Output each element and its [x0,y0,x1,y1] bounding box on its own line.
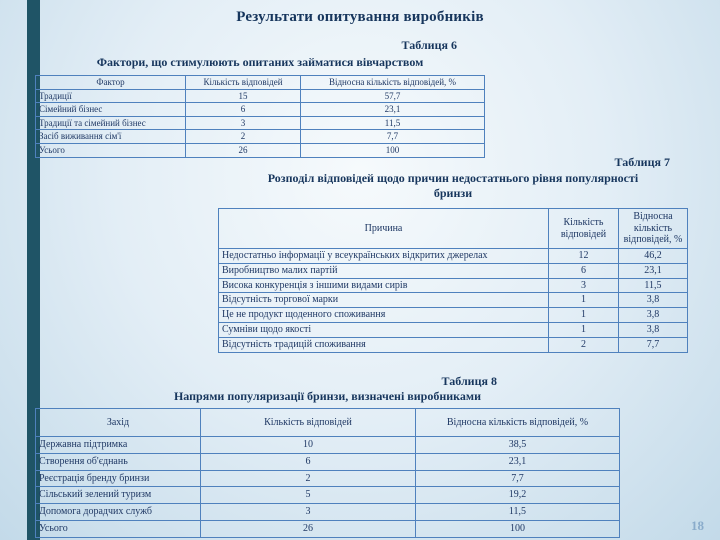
table-row [36,453,620,470]
table-cell: 5 [201,487,416,504]
column-header: Кількість відповідей [549,209,619,249]
column-header: Фактор [36,76,186,90]
table-cell: 1 [549,308,619,323]
table-cell: Засіб виживання сім'ї [36,130,186,144]
table8-caption: Напрями популяризації бринзи, визначені виробниками [173,389,482,403]
table-cell: Державна підтримка [36,437,201,454]
table8-header-row [36,409,620,437]
table-cell: 100 [301,144,485,158]
table-cell: Створення об'єднань [36,453,201,470]
table-cell: 3 [201,504,416,521]
table-cell: 1 [549,293,619,308]
table-cell: 46,2 [619,249,688,264]
table-row [36,103,485,117]
table-cell: Допомога дорадчих служб [36,504,201,521]
table-cell: Відсутність традицій споживання [219,337,549,352]
table-cell: 19,2 [416,487,620,504]
table-cell: Сімейний бізнес [36,103,186,117]
column-header: Кількість відповідей [186,76,301,90]
table-cell: 6 [549,263,619,278]
table6-caption: Фактори, що стимулюють опитаних займатися вівчарством [96,55,424,69]
table-cell: 3 [549,278,619,293]
table6-block [35,38,485,158]
table-cell: Традиції [36,89,186,103]
table-cell: 6 [186,103,301,117]
table-cell: Сільський зелений туризм [36,487,201,504]
table-cell: 10 [201,437,416,454]
table-cell: 2 [201,470,416,487]
table-cell: 26 [186,144,301,158]
table-cell: 1 [549,322,619,337]
table6 [35,75,485,158]
table-cell: 2 [186,130,301,144]
table-cell: 7,7 [416,470,620,487]
table-cell: 11,5 [619,278,688,293]
table-cell: 57,7 [301,89,485,103]
table-cell: Усього [36,144,186,158]
table-row [219,278,688,293]
table-cell: Виробництво малих партій [219,263,549,278]
table7 [218,208,688,353]
table-cell: 3,8 [619,308,688,323]
table7-caption: Розподіл відповідей щодо причин недостатнього рівня популярності бринзи [267,171,639,200]
table-cell: 26 [201,520,416,537]
table-cell: 23,1 [619,263,688,278]
column-header: Відносна кількість відповідей, % [619,209,688,249]
table-cell: 38,5 [416,437,620,454]
table-row [219,249,688,264]
table8 [35,408,620,538]
table-row [36,470,620,487]
table-cell: Відсутність торгової марки [219,293,549,308]
table6-header-row [36,76,485,90]
table8-label: Таблиця 8 [441,374,497,388]
slide-title: Результати опитування виробників [236,9,484,25]
table-cell: 3 [186,116,301,130]
table-row [36,130,485,144]
table-cell: 7,7 [619,337,688,352]
table-row [36,487,620,504]
table-cell: 11,5 [301,116,485,130]
table-row [36,504,620,521]
table-cell: 100 [416,520,620,537]
table-cell: 23,1 [301,103,485,117]
table-cell: Сумніви щодо якості [219,322,549,337]
table-row [219,337,688,352]
table-cell: 11,5 [416,504,620,521]
column-header: Відносна кількість відповідей, % [416,409,620,437]
column-header: Причина [219,209,549,249]
table-row [219,293,688,308]
column-header: Кількість відповідей [201,409,416,437]
column-header: Захід [36,409,201,437]
table-cell: 3,8 [619,322,688,337]
table-row [36,520,620,537]
table-cell: Це не продукт щоденного споживання [219,308,549,323]
table-row [219,263,688,278]
table-cell: 2 [549,337,619,352]
table-cell: 23,1 [416,453,620,470]
table-cell: Реєстрація бренду бринзи [36,470,201,487]
table-cell: Традиції та сімейний бізнес [36,116,186,130]
page-number: 18 [691,518,704,533]
table-cell: Недостатньо інформації у всеукраїнських відкритих джерелах [219,249,549,264]
table7-label: Таблиця 7 [614,155,670,169]
table7-header-row [219,209,688,249]
table-cell: 6 [201,453,416,470]
table-cell: Усього [36,520,201,537]
table-row [219,322,688,337]
table-row [36,437,620,454]
table6-label: Таблиця 6 [401,38,457,52]
table-row [219,308,688,323]
column-header: Відносна кількість відповідей, % [301,76,485,90]
table-cell: 3,8 [619,293,688,308]
table-cell: 15 [186,89,301,103]
table-row [36,116,485,130]
table-cell: 12 [549,249,619,264]
table-cell: 7,7 [301,130,485,144]
table-cell: Висока конкуренція з іншими видами сирів [219,278,549,293]
table-row [36,89,485,103]
